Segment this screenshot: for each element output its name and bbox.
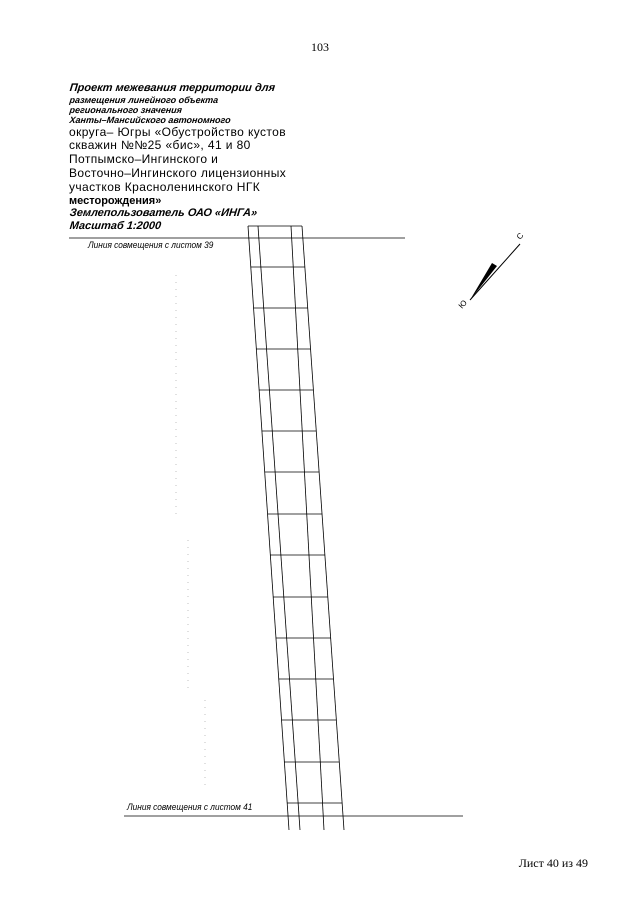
reference-dots: [176, 275, 205, 790]
title-line: размещения линейного объекта: [69, 94, 219, 105]
corridor-strip: [248, 226, 344, 830]
title-line: Ханты–Мансийского автономного: [69, 115, 232, 126]
sheet-counter: Лист 40 из 49: [518, 856, 588, 870]
north-arrow-shaft: [470, 244, 520, 300]
north-arrow-south-label: Ю: [456, 298, 469, 311]
title-line: регионального значения: [69, 104, 183, 115]
north-arrow-north-label: С: [514, 231, 526, 242]
match-line-label-bottom: Линия совмещения с листом 41: [127, 802, 253, 812]
title-line: Проект межевания территории для: [69, 82, 276, 94]
title-line: Масштаб 1:2000: [69, 219, 162, 232]
title-line: Восточно–Ингинского лицензионных: [69, 166, 287, 181]
page-number: 103: [311, 40, 329, 54]
title-line: месторождения»: [69, 194, 162, 207]
title-line: округа– Югры «Обустройство кустов: [69, 124, 287, 139]
strip-edge-inner-left: [258, 226, 300, 830]
strip-edge-right: [302, 226, 344, 830]
strip-edge-inner-right: [291, 226, 324, 830]
north-arrow-icon: [457, 231, 526, 310]
title-line: Землепользователь ОАО «ИНГА»: [69, 207, 258, 220]
title-line: участков Красноленинского НГК: [69, 179, 261, 194]
north-arrow-head: [470, 263, 497, 300]
match-line-label-top: Линия совмещения с листом 39: [88, 240, 214, 250]
title-line: скважин №№25 «бис», 41 и 80: [69, 138, 251, 153]
title-line: Потпымско–Ингинского и: [69, 152, 219, 167]
strip-edge-left: [248, 226, 289, 830]
strip-rungs: [251, 267, 342, 803]
